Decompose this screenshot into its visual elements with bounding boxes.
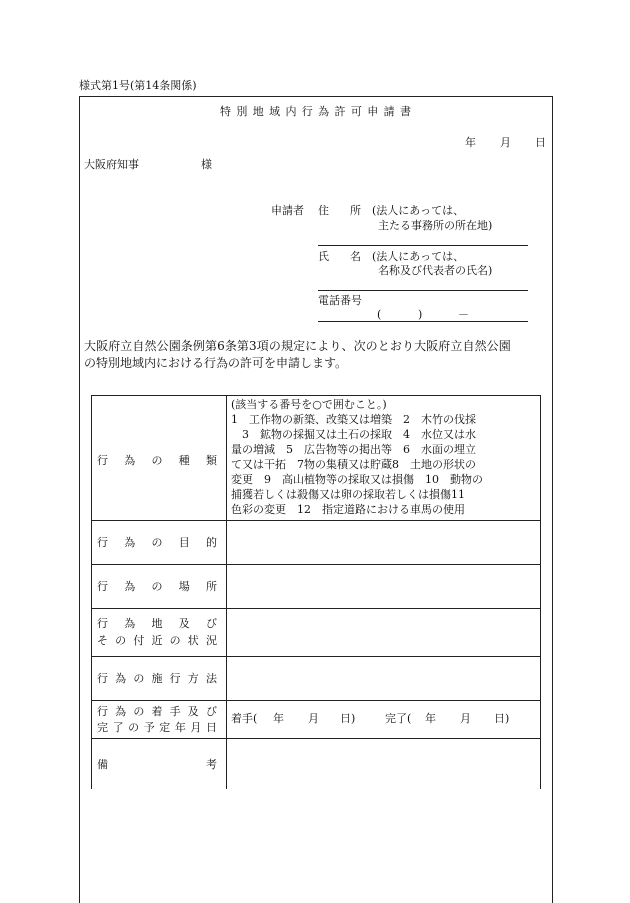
table-row-divider-2	[91, 564, 540, 565]
table-row-divider-6	[91, 738, 540, 739]
types-line-5: て又は干拓 7物の集積又は貯蔵8 土地の形状の	[231, 458, 476, 471]
form-number: 様式第1号(第14条関係)	[79, 79, 197, 92]
date-day: 日	[535, 136, 546, 149]
types-line-6: 変更 9 高山植物等の採取又は損傷 10 動物の	[231, 473, 483, 486]
row-label-method: 行 為 の 施 行 方 法	[97, 672, 217, 685]
table-column-divider	[226, 395, 227, 789]
body-text-line-1: 大阪府立自然公園条例第6条第3項の規定により、次のとおり大阪府立自然公園	[84, 339, 511, 353]
row-label-location: 行 為 の 場 所	[97, 580, 217, 593]
table-right-border	[540, 395, 541, 789]
row-label-remarks: 備 考	[97, 758, 217, 771]
schedule-end-year: 年	[425, 712, 436, 725]
schedule-start-year: 年	[273, 712, 284, 725]
phone-close-paren: )	[418, 308, 423, 321]
row-label-site-line-1: 行 為 地 及 び	[97, 617, 217, 630]
schedule-start-day: 日)	[340, 712, 356, 725]
schedule-end-month: 月	[460, 712, 471, 725]
addressee-name: 大阪府知事	[84, 158, 139, 171]
schedule-start-label: 着手(	[231, 712, 258, 725]
table-left-border	[91, 395, 92, 789]
table-row-divider-1	[91, 520, 540, 521]
phone-open-paren: (	[377, 308, 382, 321]
schedule-start-month: 月	[308, 712, 319, 725]
phone-label: 電話番号	[318, 294, 362, 307]
address-note-1: (法人にあっては、	[372, 204, 465, 217]
date-year: 年	[465, 136, 476, 149]
table-row-divider-5	[91, 700, 540, 701]
phone-dash: －	[458, 308, 469, 321]
types-line-7: 捕獲若しくは殺傷又は卵の採取若しくは損傷11	[231, 488, 465, 501]
address-underline	[318, 245, 528, 246]
address-label-2: 所	[350, 204, 361, 217]
name-note-1: (法人にあっては、	[372, 250, 465, 263]
types-line-8: 色彩の変更 12 指定道路における車馬の使用	[231, 503, 465, 516]
phone-underline	[318, 321, 528, 322]
types-line-4: 量の増減 5 広告物等の掲出等 6 水面の埋立	[231, 443, 476, 456]
table-row-divider-3	[91, 608, 540, 609]
table-row-divider-4	[91, 656, 540, 657]
form-title: 特 別 地 域 内 行 為 許 可 申 請 書	[220, 105, 411, 118]
name-label-1: 氏	[318, 250, 329, 263]
schedule-end-label: 完了(	[385, 712, 412, 725]
date-month: 月	[500, 136, 511, 149]
body-text-line-2: の特別地域内における行為の許可を申請します。	[84, 356, 348, 370]
name-underline	[318, 290, 528, 291]
types-line-2: 1 工作物の新築、改築又は増築 2 木竹の伐採	[231, 413, 476, 426]
types-line-1: (該当する番号を○で囲むこと。)	[231, 398, 387, 411]
row-label-purpose: 行 為 の 目 的	[97, 536, 217, 549]
address-label-1: 住	[318, 204, 329, 217]
schedule-end-day: 日)	[494, 712, 510, 725]
applicant-label: 申請者	[271, 204, 304, 217]
row-label-type: 行 為 の 種 類	[97, 454, 217, 467]
row-label-schedule-line-2: 完 了 の 予 定 年 月 日	[97, 721, 217, 734]
table-top-border	[91, 395, 540, 396]
row-label-schedule-line-1: 行 為 の 着 手 及 び	[97, 705, 217, 718]
name-note-2: 名称及び代表者の氏名)	[378, 264, 493, 277]
address-note-2: 主たる事務所の所在地)	[378, 219, 493, 232]
name-label-2: 名	[350, 250, 361, 263]
addressee-honorific: 様	[201, 158, 212, 171]
row-label-site-line-2: そ の 付 近 の 状 況	[97, 634, 217, 647]
types-line-3: 3 鉱物の採掘又は土石の採取 4 水位又は水	[231, 428, 476, 441]
